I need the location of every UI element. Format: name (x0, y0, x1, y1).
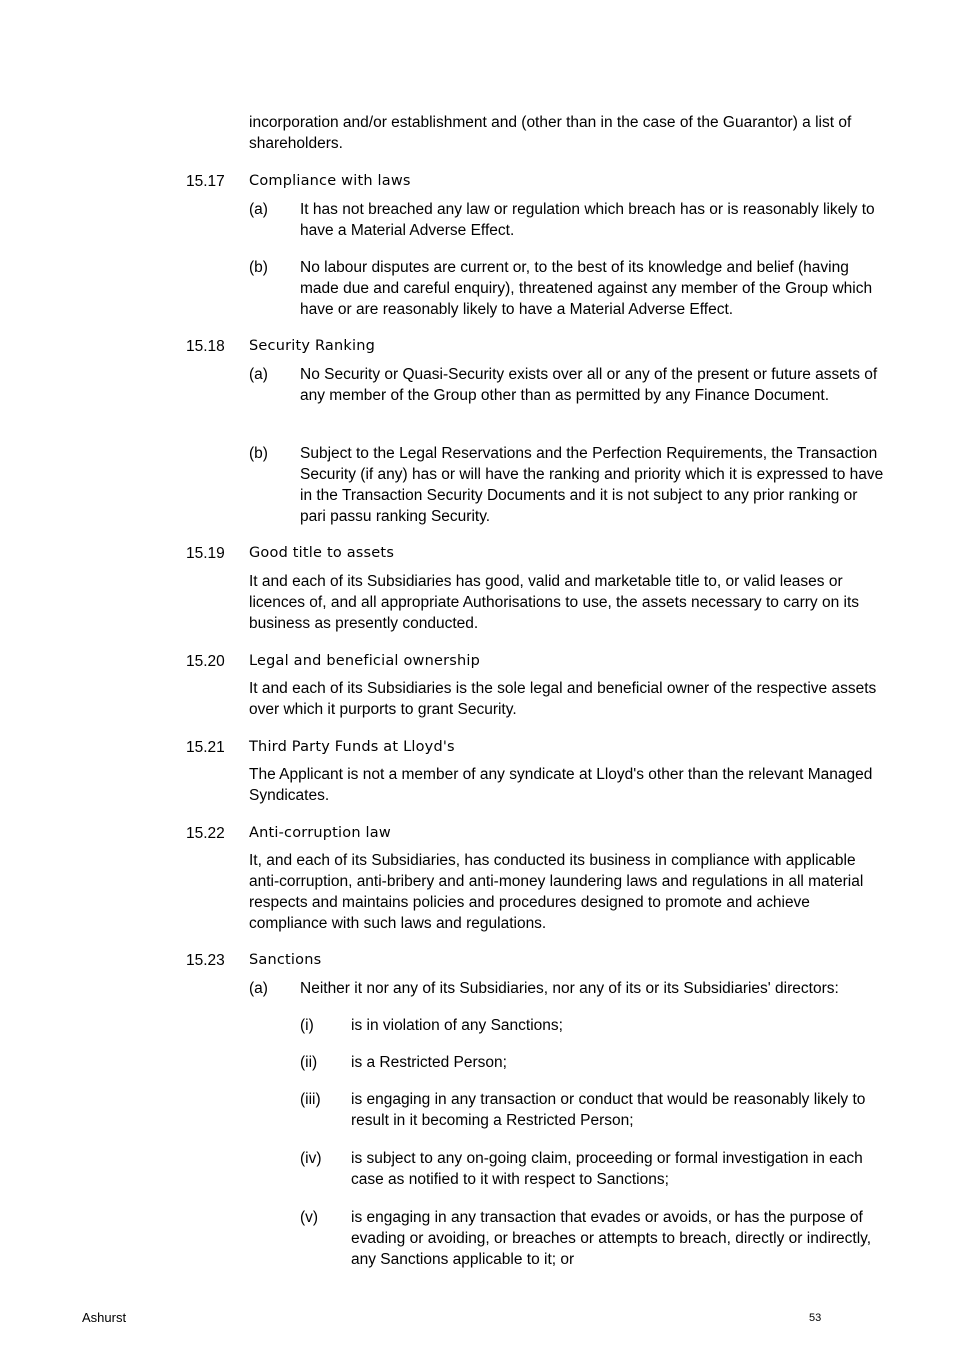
sanctions-item-text: is in violation of any Sanctions; (351, 1017, 563, 1034)
clause-15-19-text: It and each of its Subsidiaries has good, valid and marketable title to, or valid leases or licences of, and all appropriate Authorisations to use, the assets necessary to carry on its business as presently conducted. (249, 573, 859, 632)
clause-number-15-23: 15.23 (186, 952, 225, 969)
sanctions-item-text: is subject to any on-going claim, proceeding or formal investigation in each case as notified to it with respect to Sanctions; (351, 1150, 863, 1188)
clause-15-18-a-label: (a) (249, 366, 268, 383)
clause-15-17-b-text: No labour disputes are current or, to the best of its knowledge and belief (having made due and careful enquiry), threatened against any member of the Group which have or are reasonably likely to have a Material Adverse Effect. (300, 259, 873, 318)
clause-number-15-19: 15.19 (186, 545, 225, 562)
intro-paragraph: incorporation and/or establishment and (other than in the case of the Guarantor) a list of shareholders. (249, 114, 852, 152)
sanctions-item-label: (ii) (300, 1054, 318, 1071)
clause-heading-compliance-with-laws: Compliance with laws (249, 173, 411, 189)
clause-15-18-a-text: No Security or Quasi-Security exists over all or any of the present or future assets of any member of the Group other than as permitted by any Finance Document. (300, 366, 878, 404)
sanctions-item-text: is engaging in any transaction or conduct that would be reasonably likely to result in it becoming a Restricted Person; (351, 1091, 866, 1129)
clause-15-20-text: It and each of its Subsidiaries is the sole legal and beneficial owner of the respective assets over which it purports to grant Security. (249, 680, 877, 718)
sanctions-item-text: is a Restricted Person; (351, 1054, 507, 1071)
footer-page-number: 53 (809, 1312, 822, 1324)
clause-heading-third-party-funds: Third Party Funds at Lloyd's (249, 739, 455, 755)
clause-heading-anti-corruption-law: Anti-corruption law (249, 825, 391, 841)
sanctions-item-label: (i) (300, 1017, 314, 1034)
clause-number-15-17: 15.17 (186, 173, 225, 190)
sanctions-item-text: is engaging in any transaction that evades or avoids, or has the purpose of evading or avoiding, or breaches or attempts to breach, directly or indirectly, any Sanctions applicable to it; or (351, 1209, 872, 1268)
clause-15-17-a-label: (a) (249, 201, 268, 218)
clause-number-15-21: 15.21 (186, 739, 225, 756)
clause-15-23-a-label: (a) (249, 980, 268, 997)
clause-15-22-text: It, and each of its Subsidiaries, has conducted its business in compliance with applicable anti-corruption, anti-bribery and anti-money laundering laws and regulations in all material respects and maintains policies and procedures designed to promote and achieve compliance with such laws and regulations. (249, 852, 864, 932)
clause-heading-sanctions: Sanctions (249, 952, 322, 968)
clause-15-21-text: The Applicant is not a member of any syndicate at Lloyd's other than the relevant Managed Syndicates. (249, 766, 873, 804)
clause-15-23-a-text: Neither it nor any of its Subsidiaries, nor any of its or its Subsidiaries' directors: (300, 980, 839, 997)
clause-number-15-18: 15.18 (186, 338, 225, 355)
clause-heading-legal-and-beneficial-ownership: Legal and beneficial ownership (249, 653, 481, 669)
clause-15-18-b-label: (b) (249, 445, 268, 462)
footer-firm-name: Ashurst (82, 1310, 127, 1325)
clause-15-17-b-label: (b) (249, 259, 268, 276)
sanctions-item-label: (iii) (300, 1091, 321, 1108)
clause-number-15-22: 15.22 (186, 825, 225, 842)
clause-15-17-a-text: It has not breached any law or regulation which breach has or is reasonably likely to have a Material Adverse Effect. (300, 201, 875, 239)
sanctions-item-label: (v) (300, 1209, 319, 1226)
clause-heading-security-ranking: Security Ranking (249, 338, 376, 354)
sanctions-item-label: (iv) (300, 1150, 322, 1167)
clause-number-15-20: 15.20 (186, 653, 225, 670)
clause-heading-good-title-to-assets: Good title to assets (249, 545, 395, 561)
clause-15-18-b-text: Subject to the Legal Reservations and the Perfection Requirements, the Transaction Security (if any) has or will have the ranking and priority which it is expressed to have in the Transaction Security Documents and it is not subject to any prior ranking or pari passu ranking Security. (300, 445, 884, 525)
